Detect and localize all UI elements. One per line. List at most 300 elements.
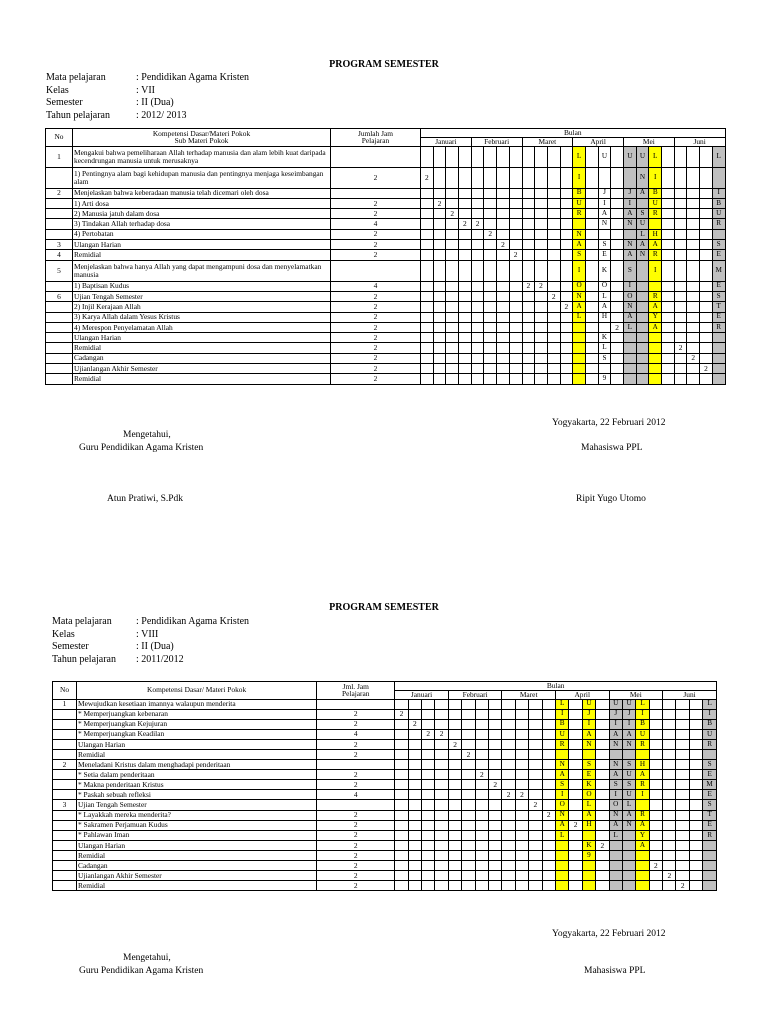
week-cell: [421, 146, 434, 167]
vertical-note-cell: U: [624, 146, 637, 167]
meta-label: Tahun pelajaran: [46, 109, 110, 121]
week-cell: [489, 719, 502, 729]
week-cell: [509, 146, 522, 167]
week-cell: [529, 729, 542, 739]
week-cell: [585, 343, 598, 353]
vertical-note-cell: S: [703, 760, 717, 770]
week-cell: [700, 353, 713, 363]
week-cell: [560, 146, 573, 167]
week-cell: [448, 770, 461, 780]
cell-no: [53, 709, 77, 719]
week-cell: [421, 312, 434, 322]
week-cell: [484, 374, 497, 384]
vertical-note-cell: A: [582, 810, 595, 820]
week-cell: [422, 881, 435, 891]
week-cell: [674, 240, 687, 250]
week-cell: [662, 312, 675, 322]
vertical-note-cell: [598, 363, 611, 373]
week-cell: [433, 167, 446, 188]
header-row: [53, 682, 717, 691]
week-cell: [535, 291, 548, 301]
vertical-note-cell: O: [573, 281, 586, 291]
week-cell: [462, 699, 475, 709]
week-cell: [585, 333, 598, 343]
week-cell: [433, 146, 446, 167]
hours-cell: 2: [395, 709, 408, 719]
vertical-note-cell: L: [622, 800, 635, 810]
week-cell: [435, 820, 448, 830]
vertical-note-cell: [555, 871, 568, 881]
week-cell: [700, 188, 713, 198]
week-cell: [700, 322, 713, 332]
week-cell: [542, 881, 555, 891]
week-cell: [509, 198, 522, 208]
week-cell: [471, 146, 484, 167]
week-cell: [484, 281, 497, 291]
week-cell: [596, 780, 609, 790]
week-cell: [475, 850, 488, 860]
table-row: [53, 830, 717, 840]
week-cell: [585, 250, 598, 260]
week-cell: [422, 760, 435, 770]
week-cell: [535, 198, 548, 208]
vertical-note-cell: I: [609, 719, 622, 729]
week-cell: [542, 840, 555, 850]
hours-cell: 2: [676, 881, 689, 891]
cell-jam: [331, 146, 421, 167]
week-cell: [535, 353, 548, 363]
week-cell: [435, 810, 448, 820]
week-cell: [569, 830, 582, 840]
week-cell: [515, 699, 528, 709]
week-cell: [421, 374, 434, 384]
week-cell: [446, 302, 459, 312]
week-cell: [435, 840, 448, 850]
vertical-note-cell: S: [555, 780, 568, 790]
table-row: [46, 302, 726, 312]
week-cell: [509, 302, 522, 312]
week-cell: [569, 850, 582, 860]
week-cell: [542, 729, 555, 739]
week-cell: [569, 729, 582, 739]
vertical-note-cell: E: [582, 770, 595, 780]
week-cell: [448, 800, 461, 810]
week-cell: [422, 840, 435, 850]
week-cell: [435, 871, 448, 881]
week-cell: [689, 719, 702, 729]
vertical-note-cell: I: [703, 709, 717, 719]
vertical-note-cell: I: [636, 790, 649, 800]
week-cell: [529, 790, 542, 800]
week-cell: [448, 861, 461, 871]
cell-no: [46, 198, 73, 208]
week-cell: [515, 729, 528, 739]
vertical-note-cell: [649, 374, 662, 384]
vertical-note-cell: U: [712, 209, 725, 219]
cell-no: [46, 312, 73, 322]
week-cell: [422, 770, 435, 780]
week-cell: [547, 188, 560, 198]
week-cell: [422, 850, 435, 860]
week-cell: [535, 167, 548, 188]
hours-cell: 2: [687, 353, 700, 363]
vertical-note-cell: K: [598, 333, 611, 343]
week-cell: [489, 861, 502, 871]
week-cell: [560, 281, 573, 291]
vertical-note-cell: B: [636, 719, 649, 729]
vertical-note-cell: [636, 343, 649, 353]
table-row: [46, 167, 726, 188]
week-cell: [446, 240, 459, 250]
vertical-note-cell: M: [703, 780, 717, 790]
vertical-note-cell: [703, 840, 717, 850]
week-cell: [689, 830, 702, 840]
vertical-note-cell: R: [703, 830, 717, 840]
table-row: [46, 240, 726, 250]
vertical-note-cell: 9: [582, 850, 595, 860]
week-cell: [459, 353, 472, 363]
vertical-note-cell: [636, 312, 649, 322]
meta-label: Kelas: [52, 628, 75, 640]
vertical-note-cell: J: [609, 709, 622, 719]
vertical-note-cell: K: [598, 260, 611, 281]
vertical-note-cell: S: [636, 209, 649, 219]
week-cell: [535, 260, 548, 281]
cell-no: 1: [53, 699, 77, 709]
vertical-note-cell: O: [609, 800, 622, 810]
table-row: [46, 312, 726, 322]
table-row: [53, 800, 717, 810]
week-cell: [585, 198, 598, 208]
cell-materi: Menjelaskan bahwa hanya Allah yang dapat mengampuni dosa dan menyelamatkan manusia: [73, 260, 331, 281]
week-cell: [522, 353, 535, 363]
week-cell: [542, 861, 555, 871]
week-cell: [689, 699, 702, 709]
week-cell: [422, 780, 435, 790]
week-cell: [421, 188, 434, 198]
week-cell: [585, 322, 598, 332]
vertical-note-cell: I: [649, 260, 662, 281]
week-cell: [674, 229, 687, 239]
week-cell: [689, 750, 702, 760]
vertical-note-cell: [622, 881, 635, 891]
vertical-note-cell: [624, 167, 637, 188]
week-cell: [509, 363, 522, 373]
week-cell: [502, 871, 515, 881]
week-cell: [446, 167, 459, 188]
week-cell: [662, 260, 675, 281]
week-cell: [596, 709, 609, 719]
week-cell: [547, 302, 560, 312]
vertical-note-cell: [624, 353, 637, 363]
cell-materi: Meneladani Kristus dalam menghadapi penderitaan: [77, 760, 317, 770]
week-cell: [502, 780, 515, 790]
month-header: Juni: [674, 137, 725, 146]
vertical-note-cell: N: [555, 760, 568, 770]
vertical-note-cell: [649, 219, 662, 229]
week-cell: [535, 312, 548, 322]
week-cell: [471, 322, 484, 332]
week-cell: [422, 830, 435, 840]
vertical-note-cell: [649, 333, 662, 343]
week-cell: [662, 167, 675, 188]
vertical-note-cell: E: [598, 250, 611, 260]
meta-value: : VII: [136, 84, 155, 96]
doc1-mahasiswa-title: Mahasiswa PPL: [581, 443, 643, 453]
cell-materi: * Paskah sebuah refleksi: [77, 790, 317, 800]
vertical-note-cell: N: [624, 219, 637, 229]
hours-cell: 2: [515, 790, 528, 800]
week-cell: [676, 770, 689, 780]
vertical-note-cell: S: [712, 291, 725, 301]
week-cell: [435, 709, 448, 719]
doc1-title: PROGRAM SEMESTER: [329, 59, 439, 70]
week-cell: [662, 322, 675, 332]
week-cell: [662, 240, 675, 250]
table-row: [46, 146, 726, 167]
week-cell: [408, 729, 421, 739]
week-cell: [475, 719, 488, 729]
week-cell: [515, 850, 528, 860]
cell-jam: 2: [331, 302, 421, 312]
cell-no: 6: [46, 291, 73, 301]
cell-materi: 4) Merespon Penyelamatan Allah: [73, 322, 331, 332]
meta-label: Tahun pelajaran: [52, 653, 116, 665]
week-cell: [502, 729, 515, 739]
week-cell: [421, 343, 434, 353]
week-cell: [422, 719, 435, 729]
hours-cell: 2: [560, 302, 573, 312]
week-cell: [408, 881, 421, 891]
vertical-note-cell: L: [609, 830, 622, 840]
week-cell: [687, 312, 700, 322]
week-cell: [529, 850, 542, 860]
vertical-note-cell: [624, 343, 637, 353]
table-row: [46, 198, 726, 208]
week-cell: [662, 209, 675, 219]
week-cell: [611, 198, 624, 208]
week-cell: [596, 770, 609, 780]
week-cell: [497, 363, 510, 373]
week-cell: [689, 871, 702, 881]
vertical-note-cell: S: [624, 260, 637, 281]
week-cell: [676, 810, 689, 820]
doc1-place-date: Yogyakarta, 22 Februari 2012: [552, 418, 666, 428]
week-cell: [547, 219, 560, 229]
week-cell: [448, 780, 461, 790]
vertical-note-cell: [582, 871, 595, 881]
vertical-note-cell: [582, 861, 595, 871]
vertical-note-cell: [636, 333, 649, 343]
week-cell: [700, 240, 713, 250]
week-cell: [433, 353, 446, 363]
week-cell: [497, 333, 510, 343]
week-cell: [395, 729, 408, 739]
week-cell: [529, 840, 542, 850]
week-cell: [663, 861, 676, 871]
week-cell: [569, 840, 582, 850]
week-cell: [560, 219, 573, 229]
week-cell: [435, 850, 448, 860]
vertical-note-cell: A: [624, 250, 637, 260]
header-bulan: Bulan: [395, 682, 717, 691]
week-cell: [522, 343, 535, 353]
table-row: [46, 343, 726, 353]
week-cell: [585, 363, 598, 373]
week-cell: [446, 188, 459, 198]
cell-materi: 1) Baptisan Kudus: [73, 281, 331, 291]
vertical-note-cell: L: [598, 343, 611, 353]
cell-jam: 2: [331, 209, 421, 219]
header-no: No: [46, 129, 73, 147]
week-cell: [649, 750, 662, 760]
week-cell: [435, 780, 448, 790]
meta-value: : II (Dua): [136, 641, 174, 652]
cell-materi: Remidial: [77, 750, 317, 760]
week-cell: [585, 374, 598, 384]
doc2-guru-title: Guru Pendidikan Agama Kristen: [79, 966, 204, 976]
meta-label: Kelas: [46, 84, 69, 96]
week-cell: [502, 861, 515, 871]
week-cell: [542, 790, 555, 800]
vertical-note-cell: [712, 167, 725, 188]
week-cell: [502, 820, 515, 830]
week-cell: [596, 739, 609, 749]
vertical-note-cell: A: [624, 209, 637, 219]
cell-jam: 2: [331, 250, 421, 260]
week-cell: [475, 840, 488, 850]
week-cell: [547, 363, 560, 373]
week-cell: [408, 739, 421, 749]
week-cell: [502, 699, 515, 709]
week-cell: [689, 800, 702, 810]
vertical-note-cell: U: [636, 146, 649, 167]
vertical-note-cell: [624, 333, 637, 343]
header-no: No: [53, 682, 77, 700]
week-cell: [471, 363, 484, 373]
vertical-note-cell: A: [555, 820, 568, 830]
week-cell: [522, 146, 535, 167]
vertical-note-cell: L: [636, 229, 649, 239]
week-cell: [689, 840, 702, 850]
week-cell: [459, 250, 472, 260]
vertical-note-cell: [598, 167, 611, 188]
week-cell: [569, 790, 582, 800]
vertical-note-cell: [624, 374, 637, 384]
week-cell: [611, 167, 624, 188]
week-cell: [687, 343, 700, 353]
week-cell: [433, 291, 446, 301]
vertical-note-cell: [649, 353, 662, 363]
cell-jam: 2: [317, 810, 395, 820]
week-cell: [459, 363, 472, 373]
week-cell: [484, 333, 497, 343]
hours-cell: 2: [649, 861, 662, 871]
month-header: April: [555, 690, 609, 699]
week-cell: [395, 810, 408, 820]
week-cell: [446, 250, 459, 260]
week-cell: [529, 820, 542, 830]
vertical-note-cell: L: [555, 699, 568, 709]
week-cell: [475, 881, 488, 891]
cell-no: [46, 302, 73, 312]
table-row: [46, 209, 726, 219]
vertical-note-cell: A: [622, 810, 635, 820]
week-cell: [489, 881, 502, 891]
week-cell: [585, 312, 598, 322]
month-header: Juni: [663, 690, 717, 699]
week-cell: [663, 830, 676, 840]
week-cell: [497, 302, 510, 312]
cell-materi: * Sakramen Perjamuan Kudus: [77, 820, 317, 830]
week-cell: [471, 250, 484, 260]
week-cell: [395, 881, 408, 891]
cell-jam: 2: [317, 739, 395, 749]
week-cell: [596, 719, 609, 729]
week-cell: [569, 760, 582, 770]
week-cell: [674, 322, 687, 332]
vertical-note-cell: U: [582, 699, 595, 709]
week-cell: [663, 719, 676, 729]
vertical-note-cell: A: [598, 302, 611, 312]
week-cell: [585, 281, 598, 291]
header-materi: Kompetensi Dasar/Materi Pokok Sub Materi Pokok: [73, 129, 331, 147]
vertical-note-cell: [573, 353, 586, 363]
vertical-note-cell: B: [712, 198, 725, 208]
week-cell: [663, 739, 676, 749]
week-cell: [462, 881, 475, 891]
week-cell: [484, 240, 497, 250]
week-cell: [395, 770, 408, 780]
week-cell: [560, 229, 573, 239]
week-cell: [611, 146, 624, 167]
week-cell: [522, 363, 535, 373]
meta-value: : Pendidikan Agama Kristen: [136, 72, 250, 83]
cell-no: [46, 343, 73, 353]
week-cell: [535, 333, 548, 343]
week-cell: [502, 760, 515, 770]
cell-materi: Menjelaskan bahwa keberadaan manusia telah dicemari oleh dosa: [73, 188, 331, 198]
vertical-note-cell: [712, 229, 725, 239]
cell-jam: 2: [317, 780, 395, 790]
week-cell: [585, 291, 598, 301]
vertical-note-cell: A: [636, 240, 649, 250]
week-cell: [435, 790, 448, 800]
week-cell: [475, 810, 488, 820]
week-cell: [489, 840, 502, 850]
week-cell: [421, 240, 434, 250]
week-cell: [408, 790, 421, 800]
hours-cell: 2: [462, 750, 475, 760]
vertical-note-cell: L: [598, 291, 611, 301]
vertical-note-cell: I: [555, 790, 568, 800]
week-cell: [542, 770, 555, 780]
week-cell: [395, 861, 408, 871]
cell-no: [46, 333, 73, 343]
week-cell: [509, 353, 522, 363]
vertical-note-cell: A: [609, 729, 622, 739]
vertical-note-cell: [636, 363, 649, 373]
vertical-note-cell: S: [573, 250, 586, 260]
week-cell: [542, 760, 555, 770]
week-cell: [462, 861, 475, 871]
week-cell: [569, 780, 582, 790]
week-cell: [700, 374, 713, 384]
month-header: Mei: [624, 137, 675, 146]
cell-materi: 1) Pentingnya alam bagi kehidupan manusia dan pentingnya menjaga keseimbangan alam: [73, 167, 331, 188]
cell-materi: Cadangan: [73, 353, 331, 363]
week-cell: [522, 291, 535, 301]
